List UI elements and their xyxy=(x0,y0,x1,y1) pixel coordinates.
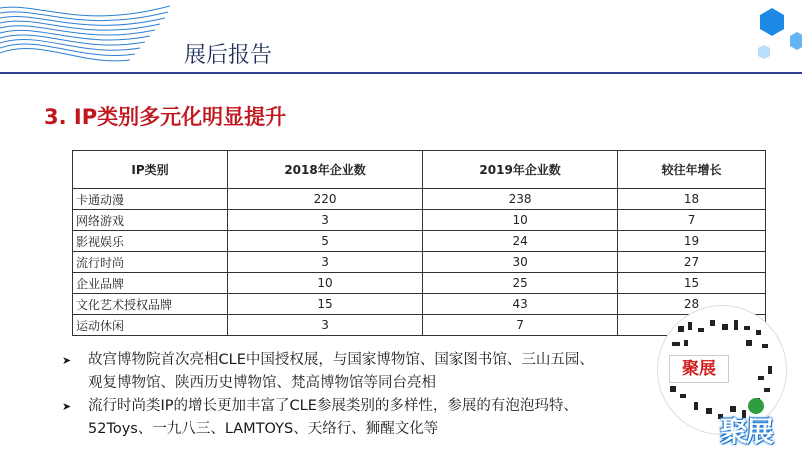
table-row xyxy=(73,231,766,252)
table-cell: 25 xyxy=(423,273,618,294)
bullet-item xyxy=(62,349,662,395)
table-cell: 影视娱乐 xyxy=(73,231,228,252)
table-cell: 27 xyxy=(618,252,766,273)
table-cell: 10 xyxy=(423,210,618,231)
table-cell: 卡通动漫 xyxy=(73,189,228,210)
table-cell: 220 xyxy=(228,189,423,210)
qr-logo-badge: 聚展 xyxy=(669,355,729,383)
column-header: IP类别 xyxy=(73,151,228,189)
arrow-bullet-icon: ➤ xyxy=(62,400,72,413)
table-cell: 3 xyxy=(228,252,423,273)
bullet-text: 观复博物馆、陕西历史博物馆、梵高博物馆等同台亮相 xyxy=(88,375,436,391)
table-row xyxy=(73,315,766,336)
arrow-bullet-icon: ➤ xyxy=(62,354,72,367)
table-cell: 43 xyxy=(423,294,618,315)
watermark-logo: 聚展 xyxy=(720,415,773,448)
bullet-text: 故宫博物院首次亮相CLE中国授权展，与国家博物馆、国家图书馆、三山五园、 xyxy=(88,352,594,368)
table-cell: 运动休闲 xyxy=(73,315,228,336)
table-cell: 28 xyxy=(618,294,766,315)
table-cell: 238 xyxy=(423,189,618,210)
table-cell: 3 xyxy=(228,210,423,231)
table-cell: 18 xyxy=(618,189,766,210)
bullet-item xyxy=(62,395,662,441)
table-cell: 7 xyxy=(618,210,766,231)
hexagon-decoration xyxy=(742,0,802,75)
table-cell: 企业品牌 xyxy=(73,273,228,294)
table-cell: 10 xyxy=(228,273,423,294)
bullet-text: 52Toys、一九八三、LAMTOYS、天络行、狮醒文化等 xyxy=(88,421,439,437)
table-cell: 15 xyxy=(228,294,423,315)
column-header: 2019年企业数 xyxy=(423,151,618,189)
table-row xyxy=(73,294,766,315)
bullet-list xyxy=(62,349,662,441)
bullet-text: 流行时尚类IP的增长更加丰富了CLE参展类别的多样性，参展的有泡泡玛特、 xyxy=(88,398,578,414)
section-title: 3. IP类别多元化明显提升 xyxy=(44,105,287,129)
table-cell: 5 xyxy=(228,231,423,252)
table-row xyxy=(73,252,766,273)
table-cell: 19 xyxy=(618,231,766,252)
table-cell: 3 xyxy=(228,315,423,336)
table-cell: 7 xyxy=(423,315,618,336)
table-cell: 网络游戏 xyxy=(73,210,228,231)
table-cell: 30 xyxy=(423,252,618,273)
header-divider xyxy=(0,72,802,74)
table-cell: 15 xyxy=(618,273,766,294)
page-header-title: 展后报告 xyxy=(184,43,273,68)
table-cell: 流行时尚 xyxy=(73,252,228,273)
wave-decoration xyxy=(0,0,170,80)
table-row xyxy=(73,273,766,294)
table-cell: 文化艺术授权品牌 xyxy=(73,294,228,315)
ip-category-table xyxy=(72,150,766,336)
column-header: 较往年增长 xyxy=(618,151,766,189)
table-row xyxy=(73,189,766,210)
column-header: 2018年企业数 xyxy=(228,151,423,189)
table-header-row xyxy=(73,151,766,189)
table-row xyxy=(73,210,766,231)
table-cell: 24 xyxy=(423,231,618,252)
